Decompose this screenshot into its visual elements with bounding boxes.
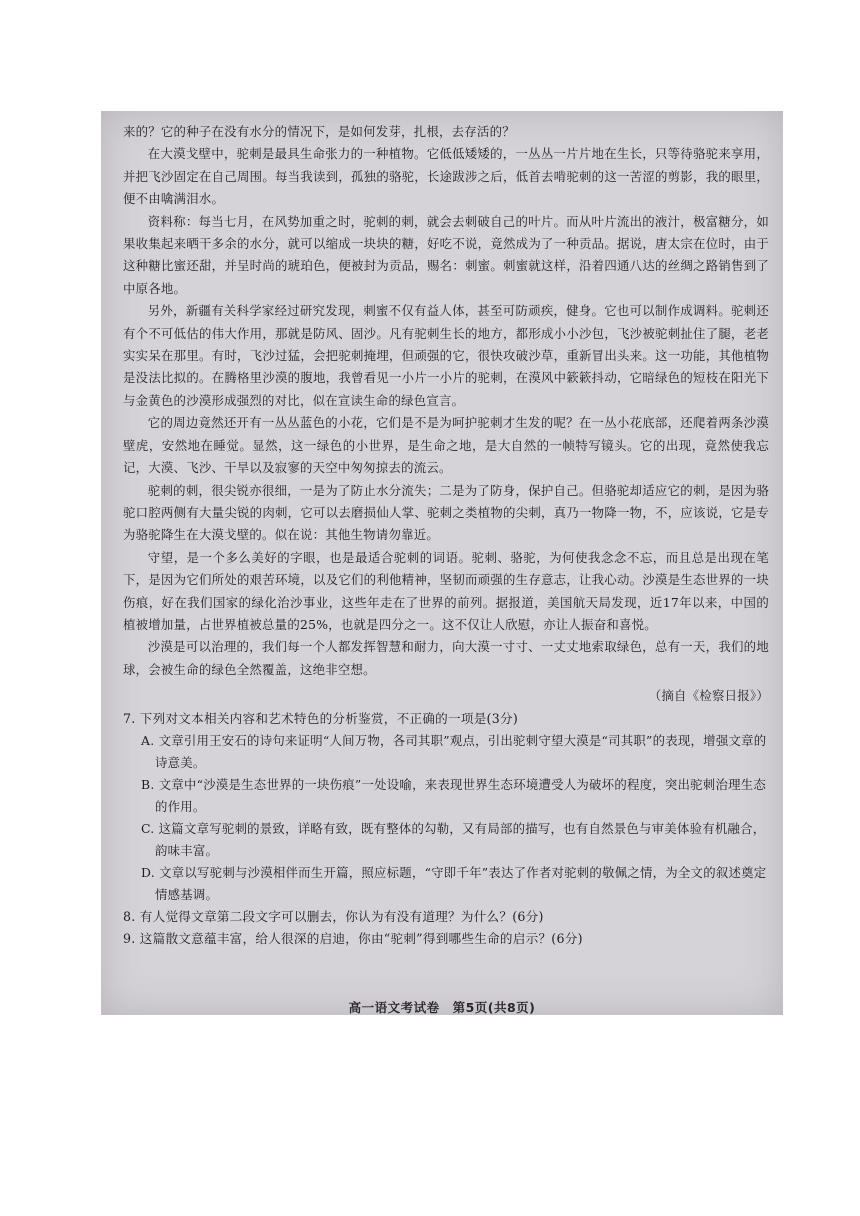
page-footer: 高一语文考试卷 第5页(共8页) — [348, 1000, 536, 1015]
article-paragraph-8: 沙漠是可以治理的，我们每一个人都发挥智慧和耐力，向大漠一寸寸、一丈丈地索取绿色，总有一天，我们的地球，会被生命的绿色全然覆盖，这绝非空想。 — [123, 639, 769, 677]
article-paragraph-6: 驼刺的刺，很尖锐亦很细，一是为了防止水分流失；二是为了防身，保护自己。但骆驼却适应它的刺，是因为骆驼口腔两侧有大量尖锐的肉刺，它可以去磨损仙人掌、驼刺之类植物的尖刺，真乃一物降一物，不，应该说，它是专为骆驼降生在大漠戈壁的。似在说：其他生物请勿靠近。 — [123, 482, 769, 543]
question-7-option-a: A. 文章引用王安石的诗句来证明“人间万物，各司其职”观点，引出驼刺守望大漠是“司其职”的表现，增强文章的诗意美。 — [141, 732, 767, 770]
question-7-option-d: D. 文章以写驼刺与沙漠相伴而生开篇，照应标题，“守即千年”表达了作者对驼刺的敬佩之情，为全文的叙述奠定情感基调。 — [141, 864, 767, 902]
article-paragraph-1: 来的？它的种子在没有水分的情况下，是如何发芽，扎根，去存活的？ — [123, 124, 515, 139]
question-8: 8. 有人觉得文章第二段文字可以删去，你认为有没有道理？为什么？(6分) — [123, 908, 544, 924]
article-paragraph-2: 在大漠戈壁中，驼刺是最具生命张力的一种植物。它低低矮矮的，一丛丛一片片地在生长，只等待骆驼来享用，并把飞沙固定在自己周围。每当我读到，孤独的骆驼，长途跋涉之后，低首去啃驼刺的这一苦涩的剪影，我的眼里，便不由噙满泪水。 — [123, 146, 769, 207]
article-paragraph-5: 它的周边竟然还开有一丛丛蓝色的小花，它们是不是为呵护驼刺才生发的呢？在一丛小花底部，还爬着两条沙漠壁虎，安然地在睡觉。显然，这一绿色的小世界，是生命之地，是大自然的一帧特写镜头。它的出现，竟然使我忘记，大漠、飞沙、干旱以及寂寥的天空中匆匆掠去的流云。 — [123, 415, 769, 476]
question-9: 9. 这篇散文意蕴丰富，给人很深的启迪，你由“驼刺”得到哪些生命的启示？(6分) — [123, 930, 583, 946]
question-7-option-b: B. 文章中“沙漠是生态世界的一块伤痕”一处设喻，来表现世界生态环境遭受人为破坏的程度，突出驼刺治理生态的作用。 — [141, 776, 767, 814]
page-content — [123, 121, 769, 950]
article-paragraph-3: 资料称：每当七月，在风势加重之时，驼刺的刺，就会去刺破自己的叶片。而从叶片流出的液汁，极富糖分，如果收集起来晒干多余的水分，就可以缩成一块块的糖，好吃不说，竟然成为了一种贡品。据说，唐太宗在位时，由于这种糖比蜜还甜，并呈时尚的琥珀色，便被封为贡品，赐名：刺蜜。刺蜜就这样，沿着四通八达的丝绸之路销售到了中原各地。 — [123, 213, 769, 296]
exam-sheet — [101, 111, 783, 1015]
question-7-stem: 7. 下列对文本相关内容和艺术特色的分析鉴赏，不正确的一项是(3分) — [123, 710, 518, 726]
article-paragraph-4: 另外，新疆有关科学家经过研究发现，刺蜜不仅有益人体，甚至可防顽疾，健身。它也可以制作成调料。驼刺还有个不可低估的伟大作用，那就是防风、固沙。凡有驼刺生长的地方，都形成小小沙包，飞沙被驼刺扯住了腿，老老实实呆在那里。有时，飞沙过猛，会把驼刺掩埋，但顽强的它，很快攻破沙草，重新冒出头来。这一功能，其他植物是没法比拟的。在腾格里沙漠的腹地，我曾看见一小片一小片的驼刺，在漠风中簌簌抖动，它暗绿色的短枝在阳光下与金黄色的沙漠形成强烈的对比，似在宣读生命的绿色宣言。 — [123, 303, 769, 408]
article-paragraph-7: 守望，是一个多么美好的字眼，也是最适合驼刺的词语。驼刺、骆驼，为何使我念念不忘，而且总是出现在笔下，是因为它们所处的艰苦环境，以及它们的利他精神，坚韧而顽强的生存意志，让我心动。沙漠是生态世界的一块伤痕，好在我们国家的绿化治沙事业，这些年走在了世界的前列。据报道，美国航天局发现，近17年以来，中国的植被增加量，占世界植被总量的25%，也就是四分之一。这不仅让人欣慰，亦让人振奋和喜悦。 — [123, 549, 769, 632]
questions-section — [123, 708, 769, 950]
question-7-option-c: C. 这篇文章写驼刺的景致，详略有致，既有整体的勾勒，又有局部的描写，也有自然景色与审美体验有机融合，韵味丰富。 — [141, 820, 766, 858]
article-source: （摘自《检察日报》） — [648, 688, 769, 704]
